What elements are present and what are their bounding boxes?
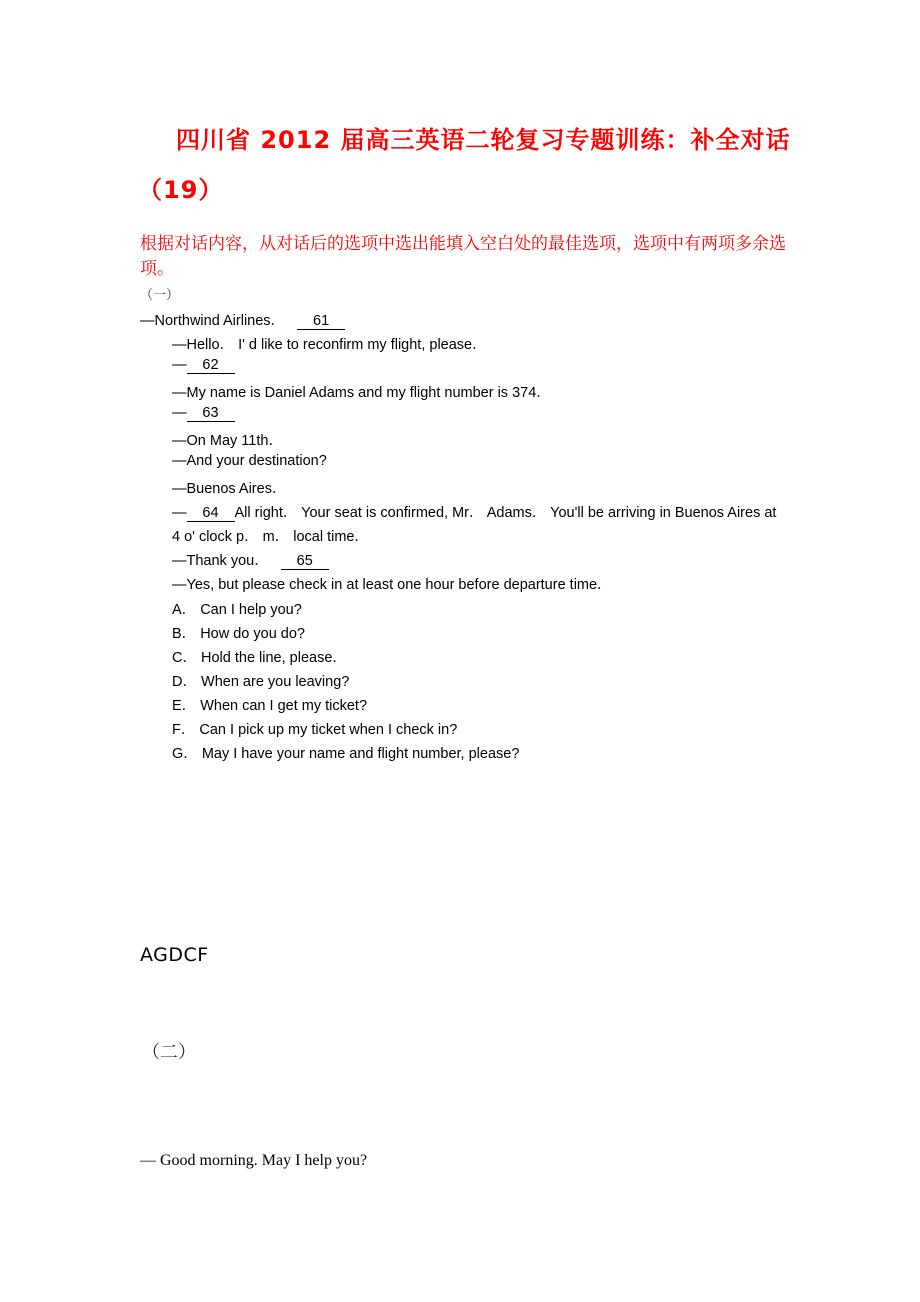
option-f: F． Can I pick up my ticket when I check in? (172, 722, 458, 738)
blank-61: 61 (297, 314, 345, 330)
section-1-label: （一） (140, 288, 180, 303)
dialogue-line: —Yes, but please check in at least one hour before departure time． (172, 577, 612, 593)
page-title-line1: 四川省 2012 届高三英语二轮复习专题训练：补全对话 (176, 126, 791, 154)
blank-63: 63 (187, 406, 235, 422)
option-d: D． When are you leaving? (172, 674, 350, 690)
dialogue-line: — 62 (172, 357, 235, 374)
option-g: G． May I have your name and flight number, please? (172, 746, 520, 762)
blank-65: 65 (281, 554, 329, 570)
option-c: C． Hold the line, please． (172, 650, 347, 666)
dialogue-line: —Hello． I' d like to reconfirm my flight, please． (172, 337, 487, 353)
dialogue-line: —My name is Daniel Adams and my flight number is 374． (172, 385, 551, 401)
answer-key: AGDCF (140, 944, 209, 966)
dialogue-line: —And your destination? (172, 453, 327, 469)
dialogue-line: — Good morning. May I help you? (140, 1152, 368, 1169)
dialogue-line: —Thank you． 65 (172, 549, 329, 570)
instructions: 根据对话内容，从对话后的选项中选出能填入空白处的最佳选项，选项中有两项多余选项。 (140, 234, 786, 279)
dialogue-line: —Buenos Aires． (172, 481, 287, 497)
dialogue-line: 4 o' clock p． m． local time． (172, 529, 369, 545)
dialogue-line: —Northwind Airlines． 61 (140, 309, 345, 330)
blank-62: 62 (187, 358, 235, 374)
section-2-label: （二） (142, 1042, 196, 1063)
option-e: E． When can I get my ticket? (172, 698, 368, 714)
dialogue-line: — 63 (172, 405, 235, 422)
option-a: A． Can I help you? (172, 602, 302, 618)
page-title-line2: （19） (138, 176, 224, 204)
blank-64: 64 (187, 506, 235, 522)
dialogue-line: — 64 All right． Your seat is confirmed, Mr． Adams． You'll be arriving in Buenos Aires at (172, 505, 777, 521)
dialogue-line: —On May 11th． (172, 433, 283, 449)
option-b: B． How do you do? (172, 626, 305, 642)
